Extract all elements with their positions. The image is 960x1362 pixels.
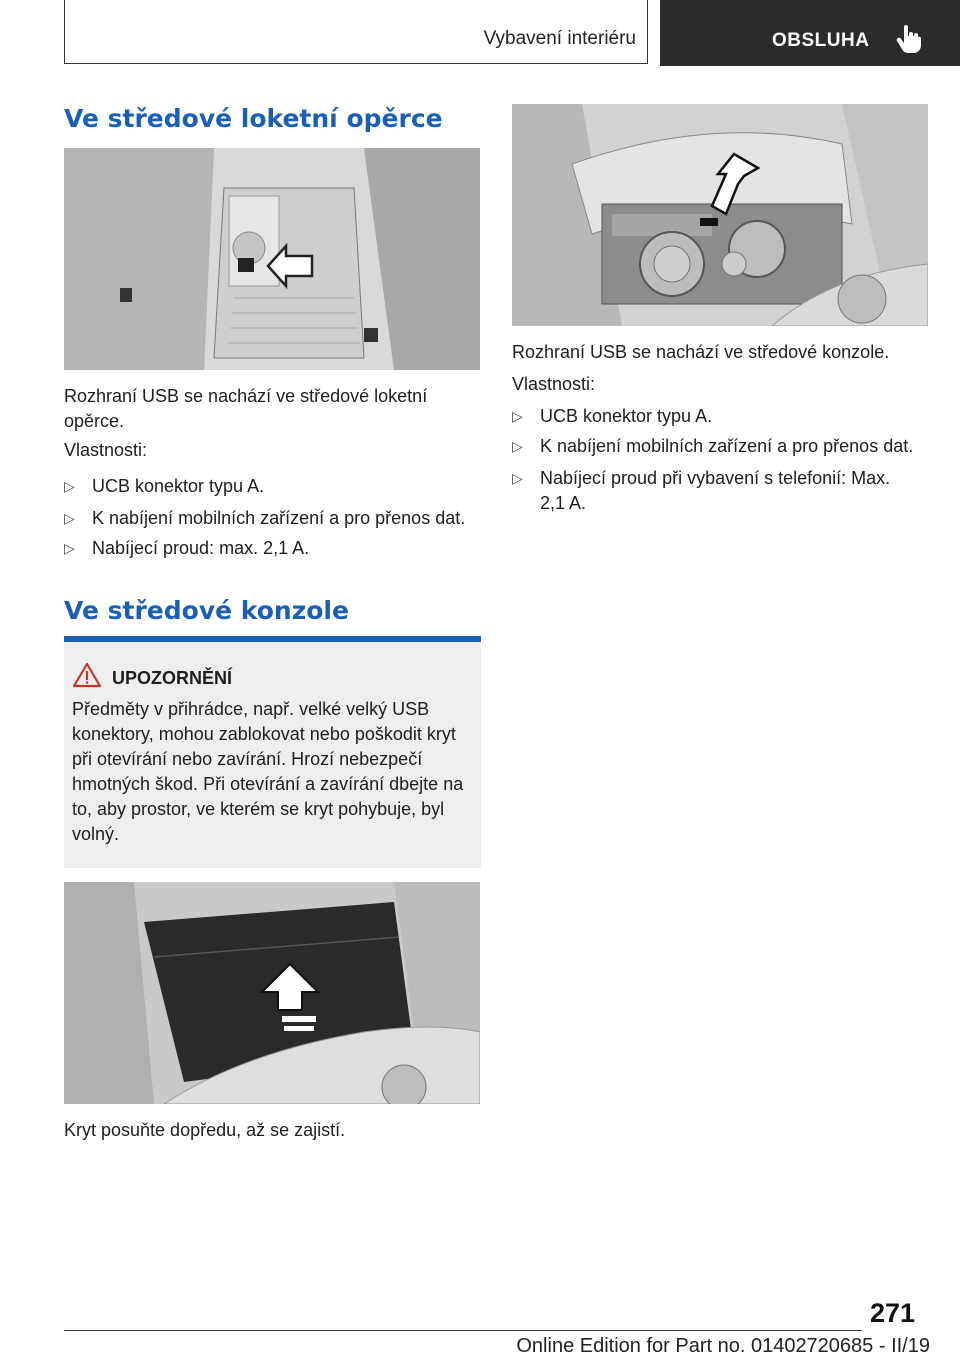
section-title: Vybavení interiéru (483, 28, 636, 49)
heading-armrest: Ve středové loketní opěrce (64, 104, 443, 133)
list-item: ▷ UCB konektor typu A. (512, 404, 928, 429)
bullet-triangle-icon: ▷ (512, 438, 523, 454)
properties-label: Vlastnosti: (512, 374, 596, 394)
bullet-triangle-icon: ▷ (64, 540, 75, 556)
paragraph-armrest: Rozhraní USB se nachází ve středové loketní opěrce. (64, 386, 428, 431)
warning-triangle-icon (72, 662, 102, 688)
list-item: ▷ Nabíjecí proud při vybavení s telefonií: Max. 2,1 A. (512, 466, 912, 516)
bullet-triangle-icon: ▷ (64, 478, 75, 494)
footer-rule (64, 1330, 862, 1331)
caption: Kryt posuňte dopředu, až se zajistí. (64, 1120, 346, 1140)
footer-edition: Online Edition for Part no. 01402720685 - II/19 (516, 1335, 930, 1357)
console-usb-figure (512, 104, 928, 326)
console-cover-figure (64, 882, 480, 1104)
chapter-title: OBSLUHA (772, 30, 870, 51)
list-item: ▷ Nabíjecí proud: max. 2,1 A. (64, 536, 480, 561)
paragraph-console: Rozhraní USB se nachází ve středové konzole. (512, 342, 890, 362)
list-item: ▷ K nabíjení mobilních zařízení a pro přenos dat. (64, 506, 484, 531)
warning-title: UPOZORNĚNÍ (112, 668, 233, 688)
armrest-usb-figure (64, 148, 480, 370)
list-item: ▷ UCB konektor typu A. (64, 474, 480, 499)
heading-console: Ve středové konzole (64, 596, 349, 625)
bullet-triangle-icon: ▷ (64, 510, 75, 526)
warning-text: Předměty v přihrádce, např. velké velký USB konektory, mohou zablokovat nebo poškodit kryt při otevírání nebo zavírání. Hrozí nebezpečí hmotných škod. Při otevírání a zavírání dbejte na to, aby prostor, ve kterém se kryt pohybuje, byl volný. (72, 699, 464, 844)
list-item: ▷ K nabíjení mobilních zařízení a pro přenos dat. (512, 434, 932, 459)
bullet-triangle-icon: ▷ (512, 408, 523, 424)
properties-label: Vlastnosti: (64, 440, 148, 460)
pointing-hand-icon (896, 24, 922, 54)
bullet-triangle-icon: ▷ (512, 470, 523, 486)
page-number: 271 (870, 1298, 916, 1328)
